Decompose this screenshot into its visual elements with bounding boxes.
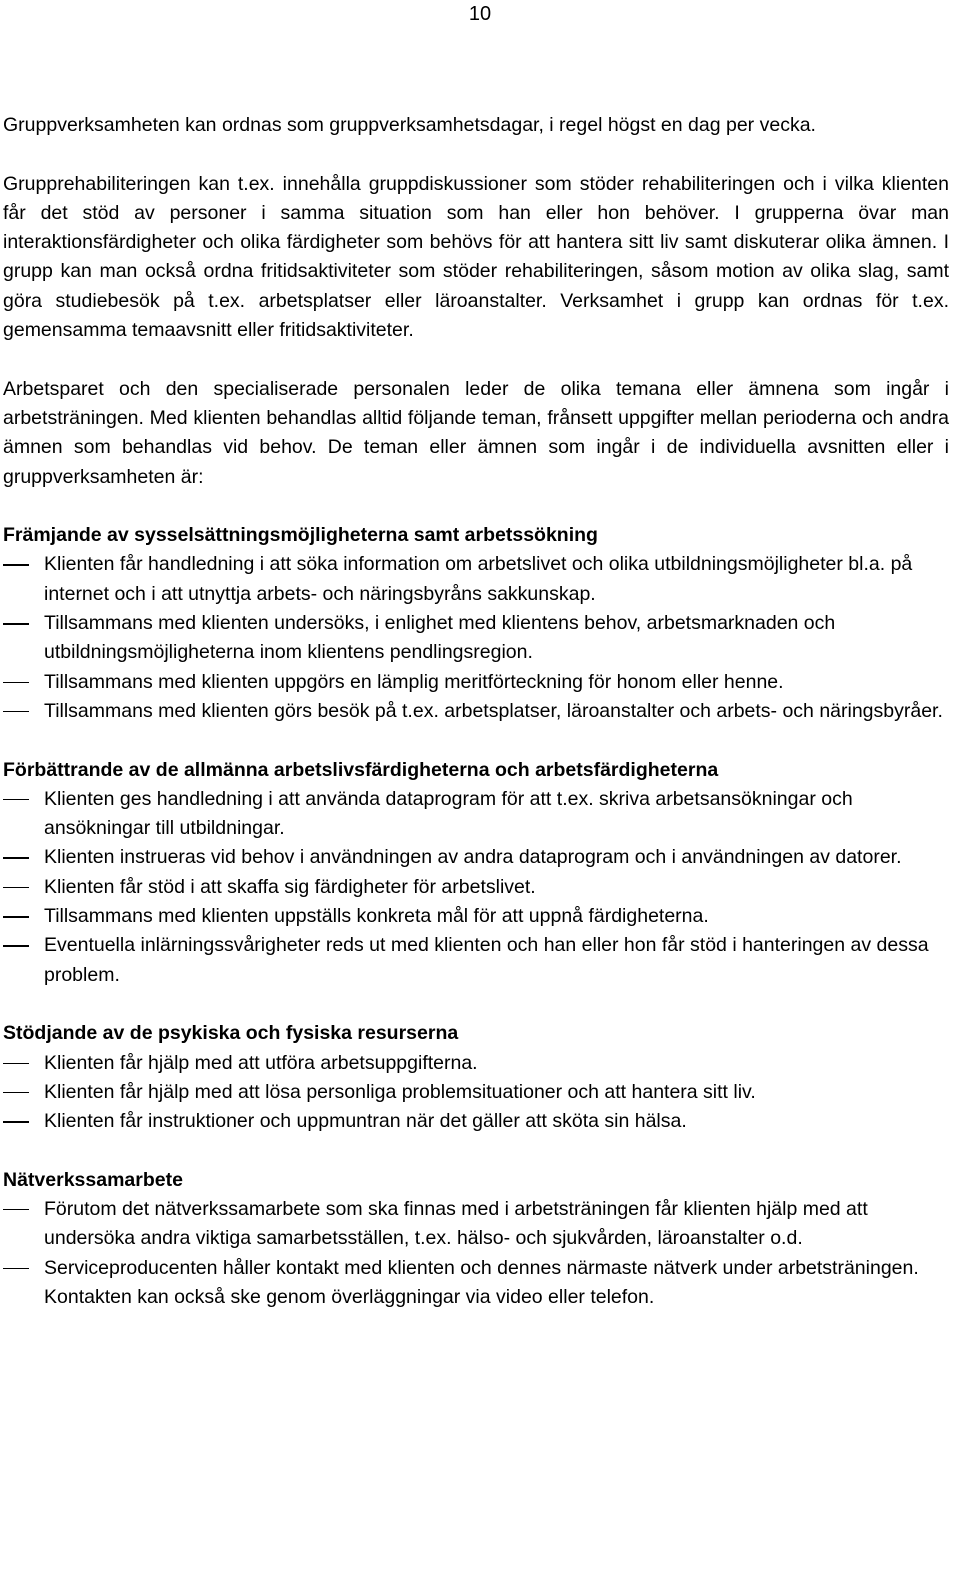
list-item: Klienten får handledning i att söka information om arbetslivet och olika utbildningsmöjligheter bl.a. på internet och i att utnyttja arbets- och näringsbyråns sakkunskap. bbox=[3, 550, 949, 609]
list-item: Tillsammans med klienten uppställs konkreta mål för att uppnå färdigheterna. bbox=[3, 902, 949, 931]
intro-paragraph-1: Gruppverksamheten kan ordnas som gruppverksamhetsdagar, i regel högst en dag per vecka. bbox=[3, 114, 816, 136]
page-number: 10 bbox=[468, 3, 492, 25]
dash-bullet-icon bbox=[3, 564, 29, 566]
intro-paragraph-2: Grupprehabiliteringen kan t.ex. innehålla gruppdiskussioner som stöder rehabiliteringen och i vilka klienten får det stöd av personer i samma situation som han eller hon behöver. I grupperna övar man interaktionsfärdigheter och olika färdigheter som behövs för att hantera sitt liv samt diskuterar olika ämnen. I grupp kan man också ordna fritidsaktiviteter som stöder rehabiliteringen, såsom motion av olika slag, samt göra studiebesök på t.ex. arbetsplatser eller läroanstalter. Verksamhet i grupp kan ordnas för t.ex. gemensamma temaavsnitt eller fritidsaktiviteter. bbox=[3, 172, 949, 342]
list-item: Klienten får stöd i att skaffa sig färdigheter för arbetslivet. bbox=[3, 873, 949, 902]
section-heading: Stödjande av de psykiska och fysiska resurserna bbox=[3, 1022, 459, 1045]
dash-bullet-icon bbox=[3, 916, 29, 918]
dash-bullet-icon bbox=[3, 682, 29, 684]
section-heading: Nätverkssamarbete bbox=[3, 1168, 183, 1191]
list-item: Förutom det nätverkssamarbete som ska finnas med i arbetsträningen får klienten hjälp med att undersöka andra viktiga samarbetsställen, t.ex. hälso- och sjukvården, läroanstalter o.d. bbox=[3, 1195, 949, 1254]
section-heading: Främjande av sysselsättningsmöjligheterna samt arbetssökning bbox=[3, 524, 598, 547]
list-item: Serviceproducenten håller kontakt med klienten och dennes närmaste nätverk under arbetsträningen. Kontakten kan också ske genom överläggningar via video eller telefon. bbox=[3, 1254, 949, 1313]
list-item: Tillsammans med klienten undersöks, i enlighet med klientens behov, arbetsmarknaden och utbildningsmöjligheterna inom klientens pendlingsregion. bbox=[3, 609, 949, 668]
dash-bullet-icon bbox=[3, 1063, 29, 1065]
section-network bbox=[3, 1166, 949, 1312]
document-body bbox=[3, 111, 949, 1341]
list-item: Klienten får hjälp med att lösa personliga problemsituationer och att hantera sitt liv. bbox=[3, 1078, 949, 1107]
bullet-list bbox=[3, 1049, 949, 1137]
intro-paragraph-3: Arbetsparet och den specialiserade personalen leder de olika temana eller ämnena som ingår i arbetsträningen. Med klienten behandlas alltid följande teman, frånsett uppgifter mellan perioderna och andra ämnen som behandlas vid behov. De teman eller ämnen som ingår i de individuella avsnitten eller i gruppverksamheten är: bbox=[3, 377, 949, 488]
bullet-list bbox=[3, 1195, 949, 1312]
dash-bullet-icon bbox=[3, 1092, 29, 1094]
section-resources bbox=[3, 1019, 949, 1136]
dash-bullet-icon bbox=[3, 887, 29, 889]
dash-bullet-icon bbox=[3, 623, 29, 625]
bullet-list bbox=[3, 550, 949, 726]
section-heading: Förbättrande av de allmänna arbetslivsfärdigheterna och arbetsfärdigheterna bbox=[3, 758, 719, 781]
list-item: Tillsammans med klienten uppgörs en lämplig meritförteckning för honom eller henne. bbox=[3, 668, 949, 697]
dash-bullet-icon bbox=[3, 857, 29, 859]
list-item: Klienten instrueras vid behov i användningen av andra dataprogram och i användningen av datorer. bbox=[3, 843, 949, 872]
dash-bullet-icon bbox=[3, 799, 29, 801]
section-employment bbox=[3, 521, 949, 726]
bullet-list bbox=[3, 785, 949, 990]
dash-bullet-icon bbox=[3, 1121, 29, 1123]
section-work-skills bbox=[3, 756, 949, 990]
list-item: Klienten får instruktioner och uppmuntran när det gäller att sköta sin hälsa. bbox=[3, 1107, 949, 1136]
dash-bullet-icon bbox=[3, 711, 29, 713]
dash-bullet-icon bbox=[3, 1209, 29, 1211]
dash-bullet-icon bbox=[3, 1268, 29, 1270]
dash-bullet-icon bbox=[3, 945, 29, 947]
list-item: Klienten får hjälp med att utföra arbetsuppgifterna. bbox=[3, 1049, 949, 1078]
list-item: Klienten ges handledning i att använda dataprogram för att t.ex. skriva arbetsansökningar och ansökningar till utbildningar. bbox=[3, 785, 949, 844]
list-item: Eventuella inlärningssvårigheter reds ut med klienten och han eller hon får stöd i hanteringen av dessa problem. bbox=[3, 931, 949, 990]
list-item: Tillsammans med klienten görs besök på t.ex. arbetsplatser, läroanstalter och arbets- och näringsbyråer. bbox=[3, 697, 949, 726]
